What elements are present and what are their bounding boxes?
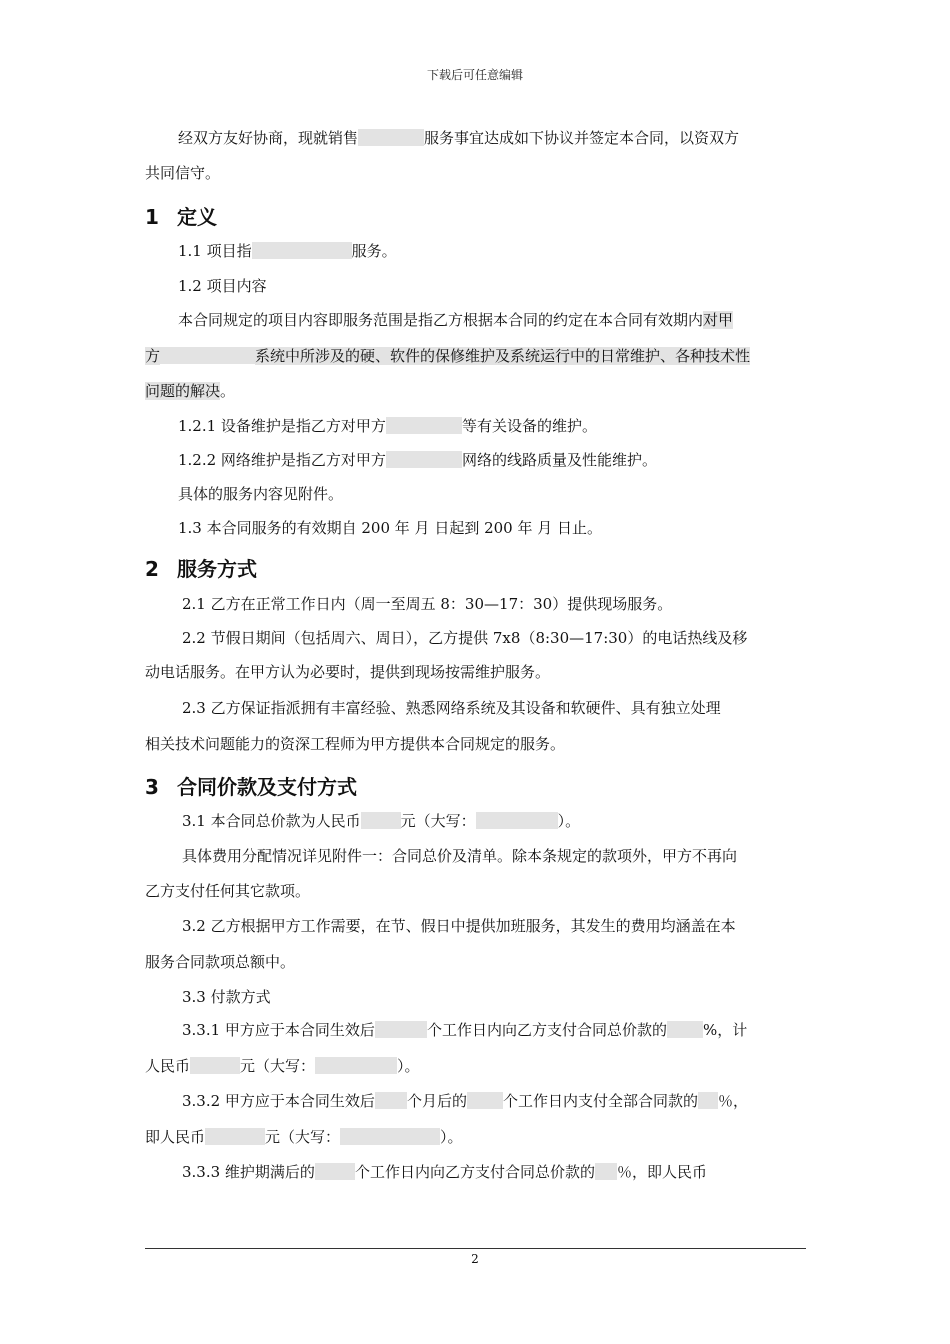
text: 服务事宜达成如下协议并签定本合同，以资双方 bbox=[424, 129, 740, 147]
clause-1-2-body-1 bbox=[178, 310, 733, 330]
text: 等有关设备的维护。 bbox=[461, 417, 597, 435]
text: ）。 bbox=[557, 812, 581, 830]
clause-1-2-body-2 bbox=[145, 346, 750, 366]
text: 即人民币 bbox=[145, 1128, 206, 1146]
section-title: 定义 bbox=[177, 205, 217, 229]
section-number: 1 bbox=[145, 205, 159, 229]
section-title: 合同价款及支付方式 bbox=[177, 775, 357, 799]
clause-1-2-2 bbox=[178, 450, 657, 470]
blank-field bbox=[315, 1057, 397, 1074]
section-number: 2 bbox=[145, 557, 159, 581]
blank-field bbox=[190, 1057, 240, 1074]
text: ）。 bbox=[397, 1057, 420, 1075]
highlighted-text: 系统中所涉及的硬、软件的保修维护及系统运行中的日常维护、各种技术性 bbox=[255, 347, 751, 365]
clause-2-3-line-1: 2.3 乙方保证指派拥有丰富经验、熟悉网络系统及其设备和软硬件、具有独立处理 bbox=[182, 699, 721, 717]
clause-3-3-1-line-2 bbox=[145, 1056, 420, 1076]
clause-1-1 bbox=[178, 241, 397, 261]
text: 1.1 项目指 bbox=[178, 242, 252, 260]
blank-field bbox=[375, 1021, 427, 1038]
text: 个工作日内支付全部合同款的 bbox=[502, 1092, 698, 1110]
text: 元（大写： bbox=[265, 1128, 341, 1146]
blank-field bbox=[476, 812, 558, 829]
text: ％， bbox=[717, 1092, 748, 1110]
clause-1-2-body-3 bbox=[145, 381, 235, 401]
highlighted-text: 问题的解决 bbox=[145, 382, 221, 400]
section-2-heading bbox=[145, 556, 257, 582]
text: 1.2.2 网络维护是指乙方对甲方 bbox=[178, 451, 386, 469]
section-1-heading bbox=[145, 204, 217, 230]
blank-field bbox=[358, 129, 424, 146]
blank-field bbox=[667, 1021, 703, 1038]
clause-1-2-note: 具体的服务内容见附件。 bbox=[178, 485, 344, 503]
blank-field bbox=[361, 812, 401, 829]
text: 人民币 bbox=[145, 1057, 191, 1075]
clause-3-3-3 bbox=[182, 1162, 707, 1182]
text: 元（大写： bbox=[400, 812, 476, 830]
text: 个月后的 bbox=[406, 1092, 467, 1110]
intro-line-2: 共同信守。 bbox=[145, 164, 221, 182]
blank-field bbox=[315, 1163, 355, 1180]
blank-field bbox=[595, 1163, 617, 1180]
clause-3-3-2-line-1 bbox=[182, 1091, 748, 1111]
blank-field bbox=[375, 1092, 407, 1109]
blank-field bbox=[467, 1092, 503, 1109]
text: 3.1 本合同总价款为人民币 bbox=[182, 812, 361, 830]
text: 3.3.1 甲方应于本合同生效后 bbox=[182, 1021, 375, 1039]
clause-1-3: 1.3 本合同服务的有效期自 200 年 月 日起到 200 年 月 日止。 bbox=[178, 519, 603, 537]
clause-2-2-line-1: 2.2 节假日期间（包括周六、周日），乙方提供 7x8（8:30—17:30）的电话热线及移 bbox=[182, 629, 748, 647]
clause-1-2-1 bbox=[178, 416, 597, 436]
clause-3-3-2-line-2 bbox=[145, 1127, 463, 1147]
page-number: 2 bbox=[471, 1252, 479, 1266]
section-3-heading bbox=[145, 774, 357, 800]
footer-divider bbox=[145, 1248, 806, 1249]
clause-3-1 bbox=[182, 811, 580, 831]
clause-3-1-line-2: 具体费用分配情况详见附件一：合同总价及清单。除本条规定的款项外，甲方不再向 bbox=[182, 847, 738, 865]
clause-3-3-1-line-1 bbox=[182, 1020, 747, 1040]
clause-1-2: 1.2 项目内容 bbox=[178, 277, 267, 295]
section-title: 服务方式 bbox=[177, 557, 257, 581]
blank-field bbox=[205, 1128, 265, 1145]
text: 个工作日内向乙方支付合同总价款的 bbox=[354, 1163, 595, 1181]
clause-3-1-line-3: 乙方支付任何其它款项。 bbox=[145, 882, 311, 900]
text: 1.2.1 设备维护是指乙方对甲方 bbox=[178, 417, 386, 435]
text: 本合同规定的项目内容即服务范围是指乙方根据本合同的约定在本合同有效期内 bbox=[178, 311, 704, 329]
text: 。 bbox=[220, 382, 236, 400]
highlighted-text: 对甲 bbox=[703, 311, 734, 329]
text: %，计 bbox=[702, 1021, 748, 1039]
clause-2-2-line-2: 动电话服务。在甲方认为必要时，提供到现场按需维护服务。 bbox=[145, 663, 551, 681]
text: 个工作日内向乙方支付合同总价款的 bbox=[426, 1021, 667, 1039]
clause-3-3: 3.3 付款方式 bbox=[182, 988, 271, 1006]
text: 3.3.2 甲方应于本合同生效后 bbox=[182, 1092, 375, 1110]
blank-field bbox=[340, 1128, 440, 1145]
clause-3-2-line-1: 3.2 乙方根据甲方工作需要，在节、假日中提供加班服务，其发生的费用均涵盖在本 bbox=[182, 917, 736, 935]
text: 经双方友好协商，现就销售 bbox=[178, 129, 359, 147]
text: ）。 bbox=[440, 1128, 463, 1146]
blank-field bbox=[386, 417, 462, 434]
blank-field bbox=[698, 1092, 718, 1109]
blank-field bbox=[160, 347, 255, 364]
highlighted-text: 方 bbox=[145, 347, 161, 365]
text: 服务。 bbox=[351, 242, 397, 260]
text: 元（大写： bbox=[240, 1057, 316, 1075]
text: 3.3.3 维护期满后的 bbox=[182, 1163, 315, 1181]
clause-2-1: 2.1 乙方在正常工作日内（周一至周五 8：30—17：30）提供现场服务。 bbox=[182, 595, 673, 613]
page-header: 下载后可任意编辑 bbox=[426, 68, 523, 82]
blank-field bbox=[386, 451, 462, 468]
intro-line-1 bbox=[178, 128, 739, 148]
clause-2-3-line-2: 相关技术问题能力的资深工程师为甲方提供本合同规定的服务。 bbox=[145, 735, 566, 753]
section-number: 3 bbox=[145, 775, 159, 799]
text: 网络的线路质量及性能维护。 bbox=[461, 451, 657, 469]
clause-3-2-line-2: 服务合同款项总额中。 bbox=[145, 953, 296, 971]
blank-field bbox=[252, 242, 352, 259]
text: ％，即人民币 bbox=[616, 1163, 707, 1181]
